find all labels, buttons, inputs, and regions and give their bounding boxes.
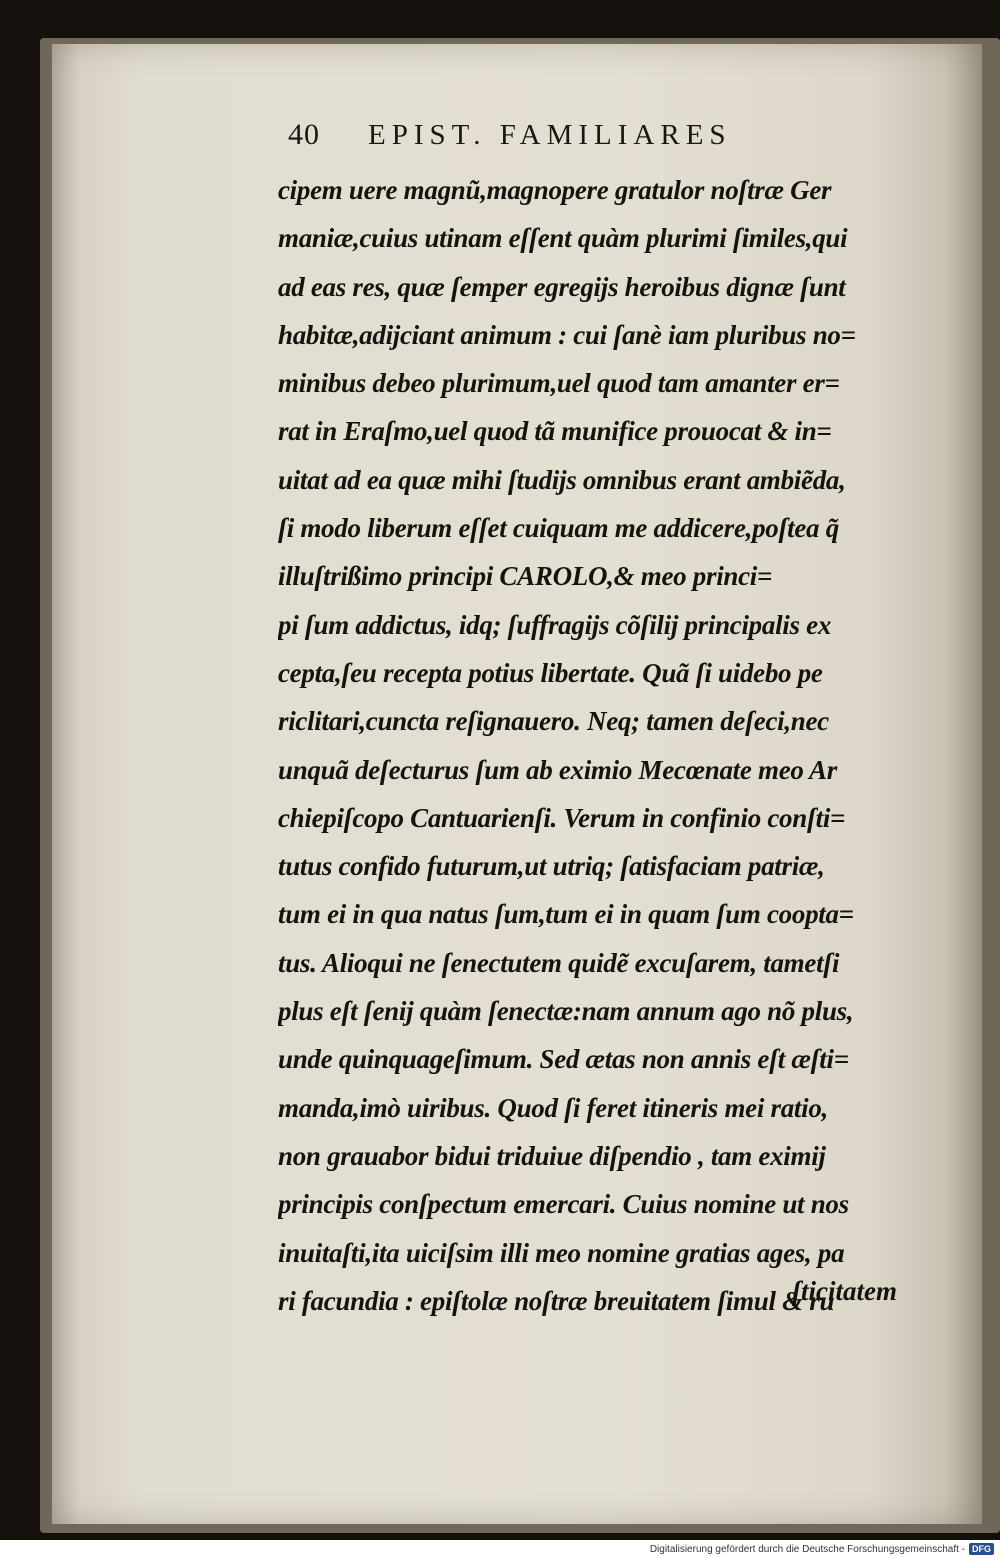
running-title: EPIST. FAMILIARES [368, 119, 732, 151]
text-line: tus. Alioqui ne ſenectutem quidẽ excuſarem, tametſi [278, 947, 840, 978]
text-line: chiepiſcopo Cantuarienſi. Verum in confinio conſti= [278, 802, 846, 833]
text-line: riclitari,cuncta reſignauero. Neq; tamen deſeci,nec [278, 706, 829, 737]
text-line: principis conſpectum emercari. Cuius nomine ut nos [278, 1189, 849, 1220]
text-line: non grauabor bidui triduiue diſpendio , tam eximij [278, 1140, 826, 1171]
text-line: minibus debeo plurimum,uel quod tam amanter er= [278, 368, 840, 399]
text-line: tutus confido futurum,ut utriq; ſatisfaciam patriæ, [278, 851, 825, 882]
text-line: maniæ,cuius utinam eſſent quàm plurimi ſimiles,qui [278, 223, 848, 254]
funding-credit: Digitalisierung gefördert durch die Deutsche Forschungsgemeinschaft - [649, 1543, 965, 1555]
text-line: pi ſum addictus, idq; ſuffragijs cõſilij principalis ex [278, 609, 832, 640]
text-line: unde quinquageſimum. Sed ætas non annis eſt æſti= [278, 1044, 849, 1075]
dfg-logo: DFG [969, 1543, 994, 1555]
text-block [278, 166, 928, 1325]
text-line: tum ei in qua natus ſum,tum ei in quam ſum coopta= [278, 899, 854, 930]
text-line: cipem uere magnũ,magnopere gratulor noſtræ Ger [278, 175, 832, 205]
digitization-footer [0, 1540, 1000, 1558]
text-line: rat in Eraſmo,uel quod tã munifice prouocat & in= [278, 416, 832, 447]
text-line: uitat ad ea quæ mihi ſtudijs omnibus erant ambiẽda, [278, 464, 846, 495]
text-line: illuſtrißimo principi CAROLO,& meo princi= [278, 561, 773, 592]
text-line: unquã deſecturus ſum ab eximio Mecœnate meo Ar [278, 754, 837, 785]
text-line: cepta,ſeu recepta potius libertate. Quã ſi uidebo pe [278, 657, 823, 688]
catchword: ſticitatem [792, 1276, 897, 1306]
text-line: manda,imò uiribus. Quod ſi feret itineris mei ratio, [278, 1092, 828, 1123]
text-line: inuitaſti,ita uiciſsim illi meo nomine gratias ages, pa [278, 1237, 845, 1268]
text-line: habitæ,adijciant animum : cui ſanè iam pluribus no= [278, 319, 856, 350]
text-line: plus eſt ſenij quàm ſenectæ:nam annum ago nõ plus, [278, 996, 854, 1027]
page-number: 40 [288, 118, 320, 151]
text-line: ad eas res, quæ ſemper egregijs heroibus dignæ ſunt [278, 271, 846, 302]
text-line: ri facundia : epiſtolæ noſtræ breuitatem ſimul & ru [278, 1285, 835, 1316]
running-head [288, 118, 848, 162]
text-line: ſi modo liberum eſſet cuiquam me addicere,poſtea q̃ [278, 513, 839, 544]
